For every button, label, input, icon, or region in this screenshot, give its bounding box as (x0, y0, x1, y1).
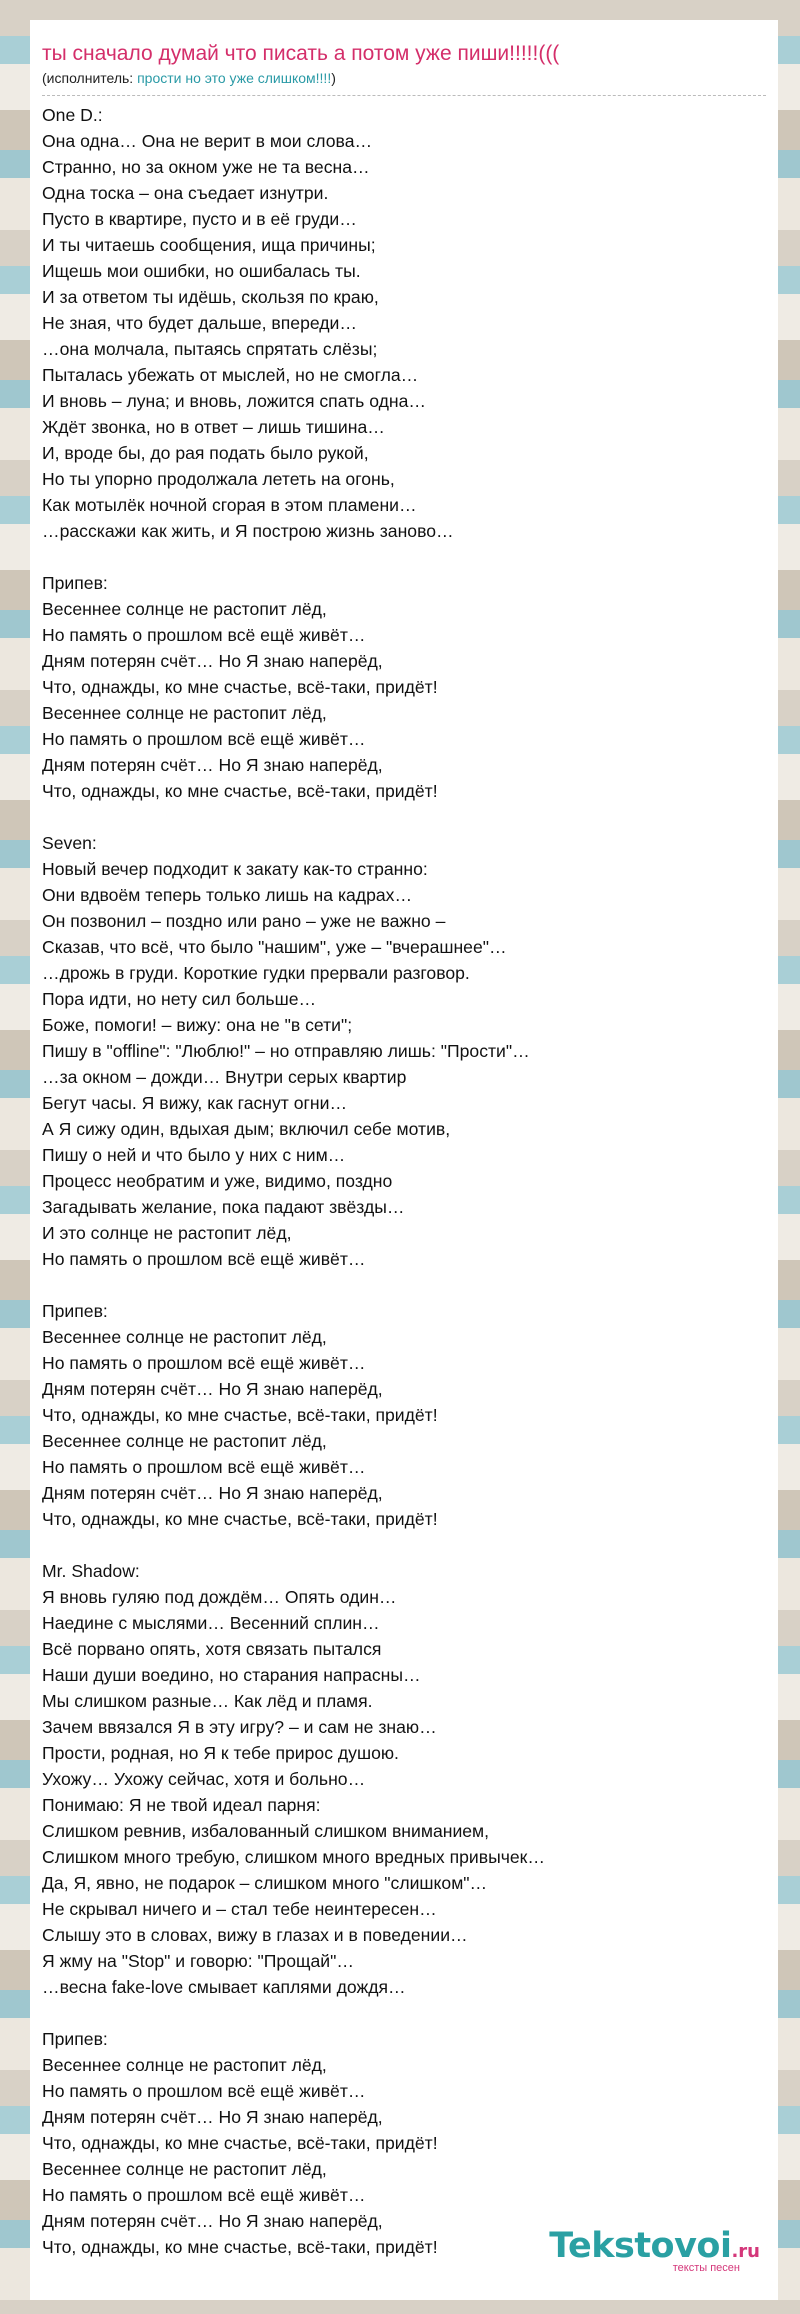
artist-prefix: (исполнитель: (42, 70, 138, 86)
artist-link[interactable]: прости но это уже слишком!!!! (137, 70, 332, 86)
artist-line (42, 70, 766, 87)
lyric-line: Одна тоска – она съедает изнутри. (42, 183, 329, 203)
lyric-line: Пишу в "offline": "Люблю!" – но отправляю лишь: "Прости"… (42, 1041, 530, 1061)
lyric-line: И это солнце не растопит лёд, (42, 1223, 292, 1243)
lyric-line: Всё порвано опять, хотя связать пытался (42, 1639, 382, 1659)
lyric-line: One D.: (42, 105, 103, 125)
lyric-line: Дням потерян счёт… Но Я знаю наперёд, (42, 2211, 383, 2231)
lyric-line: Да, Я, явно, не подарок – слишком много "слишком"… (42, 1873, 488, 1893)
lyric-line: Дням потерян счёт… Но Я знаю наперёд, (42, 651, 383, 671)
lyric-line: Наши души воедино, но старания напрасны… (42, 1665, 421, 1685)
lyric-line: …весна fake-love смывает каплями дождя… (42, 1977, 406, 1997)
logo-tld: .ru (731, 2241, 760, 2262)
lyric-line: Дням потерян счёт… Но Я знаю наперёд, (42, 2107, 383, 2127)
lyric-line: Что, однажды, ко мне счастье, всё-таки, придёт! (42, 1509, 438, 1529)
lyric-line: Ухожу… Ухожу сейчас, хотя и больно… (42, 1769, 366, 1789)
lyric-line: …за окном – дожди… Внутри серых квартир (42, 1067, 407, 1087)
lyric-line: Но память о прошлом всё ещё живёт… (42, 1457, 366, 1477)
lyric-line: Пусто в квартире, пусто и в её груди… (42, 209, 357, 229)
lyric-line: Зачем ввязался Я в эту игру? – и сам не знаю… (42, 1717, 437, 1737)
lyric-line: Но память о прошлом всё ещё живёт… (42, 625, 366, 645)
lyric-line: И, вроде бы, до рая подать было рукой, (42, 443, 369, 463)
lyric-line: Но память о прошлом всё ещё живёт… (42, 2185, 366, 2205)
lyric-line: …расскажи как жить, и Я построю жизнь заново… (42, 521, 454, 541)
lyric-line: Слишком ревнив, избалованный слишком вниманием, (42, 1821, 490, 1841)
header (42, 20, 766, 96)
lyric-line: А Я сижу один, вдыхая дым; включил себе мотив, (42, 1119, 451, 1139)
lyric-line: Весеннее солнце не растопит лёд, (42, 1431, 327, 1451)
lyric-line: Дням потерян счёт… Но Я знаю наперёд, (42, 755, 383, 775)
site-logo[interactable] (549, 2226, 760, 2274)
lyric-line: Сказав, что всё, что было "нашим", уже – "вчерашнее"… (42, 937, 507, 957)
lyric-line (42, 1272, 766, 1298)
artist-suffix: ) (331, 70, 336, 86)
lyric-line: Весеннее солнце не растопит лёд, (42, 703, 327, 723)
header-divider (42, 95, 766, 96)
lyric-line: Припев: (42, 573, 108, 593)
lyric-line: Странно, но за окном уже не та весна… (42, 157, 370, 177)
lyric-line: Он позвонил – поздно или рано – уже не важно – (42, 911, 446, 931)
lyric-line: Понимаю: Я не твой идеал парня: (42, 1795, 321, 1815)
lyric-line: Наедине с мыслями… Весенний сплин… (42, 1613, 380, 1633)
lyric-line: Пыталась убежать от мыслей, но не смогла… (42, 365, 419, 385)
lyric-line: Seven: (42, 833, 97, 853)
lyric-line (42, 544, 766, 570)
lyric-line: Что, однажды, ко мне счастье, всё-таки, придёт! (42, 2237, 438, 2257)
lyric-line (42, 1532, 766, 1558)
lyric-line: Но память о прошлом всё ещё живёт… (42, 1249, 366, 1269)
lyric-line: Дням потерян счёт… Но Я знаю наперёд, (42, 1483, 383, 1503)
lyric-line: Я вновь гуляю под дождём… Опять один… (42, 1587, 397, 1607)
lyric-line: …дрожь в груди. Короткие гудки прервали разговор. (42, 963, 470, 983)
lyric-line: Весеннее солнце не растопит лёд, (42, 1327, 327, 1347)
lyric-line: Mr. Shadow: (42, 1561, 140, 1581)
lyric-line: Дням потерян счёт… Но Я знаю наперёд, (42, 1379, 383, 1399)
lyric-line: Слышу это в словах, вижу в глазах и в поведении… (42, 1925, 468, 1945)
lyric-line: Я жму на "Stop" и говорю: "Прощай"… (42, 1951, 354, 1971)
lyric-line: Весеннее солнце не растопит лёд, (42, 2055, 327, 2075)
lyric-line: Что, однажды, ко мне счастье, всё-таки, придёт! (42, 2133, 438, 2153)
lyric-line: Процесс необратим и уже, видимо, поздно (42, 1171, 393, 1191)
lyric-line: Ждёт звонка, но в ответ – лишь тишина… (42, 417, 385, 437)
lyric-line: Не скрывал ничего и – стал тебе неинтересен… (42, 1899, 437, 1919)
lyric-line: Что, однажды, ко мне счастье, всё-таки, придёт! (42, 1405, 438, 1425)
lyric-line: И ты читаешь сообщения, ища причины; (42, 235, 376, 255)
lyric-line: Припев: (42, 1301, 108, 1321)
song-title: ты сначало думай что писать а потом уже пиши!!!!!((( (42, 42, 560, 65)
lyric-line: Но память о прошлом всё ещё живёт… (42, 729, 366, 749)
lyric-line: Она одна… Она не верит в мои слова… (42, 131, 373, 151)
logo-main-text: Tekstovoi (549, 2226, 732, 2266)
lyric-line: Но память о прошлом всё ещё живёт… (42, 1353, 366, 1373)
lyric-line: Как мотылёк ночной сгорая в этом пламени… (42, 495, 417, 515)
lyric-line: Что, однажды, ко мне счастье, всё-таки, придёт! (42, 677, 438, 697)
lyric-line: Весеннее солнце не растопит лёд, (42, 599, 327, 619)
lyric-line: Бегут часы. Я вижу, как гаснут огни… (42, 1093, 348, 1113)
lyric-line: Пишу о ней и что было у них с ним… (42, 1145, 346, 1165)
lyric-line: Но память о прошлом всё ещё живёт… (42, 2081, 366, 2101)
lyric-line: Прости, родная, но Я к тебе прирос душою. (42, 1743, 399, 1763)
lyric-line: Не зная, что будет дальше, впереди… (42, 313, 357, 333)
lyric-line: Они вдвоём теперь только лишь на кадрах… (42, 885, 413, 905)
lyric-line: Загадывать желание, пока падают звёзды… (42, 1197, 405, 1217)
lyric-line: Весеннее солнце не растопит лёд, (42, 2159, 327, 2179)
lyric-line: Ищешь мои ошибки, но ошибалась ты. (42, 261, 361, 281)
lyric-line: Но ты упорно продолжала лететь на огонь, (42, 469, 395, 489)
lyric-line: И вновь – луна; и вновь, ложится спать одна… (42, 391, 426, 411)
lyrics-block (42, 102, 766, 2260)
lyric-line: Пора идти, но нету сил больше… (42, 989, 317, 1009)
lyric-line: Припев: (42, 2029, 108, 2049)
logo-tagline: тексты песен (672, 2262, 740, 2274)
lyric-line: Новый вечер подходит к закату как-то странно: (42, 859, 428, 879)
lyric-line: Слишком много требую, слишком много вредных привычек… (42, 1847, 545, 1867)
lyric-line: Что, однажды, ко мне счастье, всё-таки, придёт! (42, 781, 438, 801)
lyric-line (42, 2000, 766, 2026)
lyric-line: И за ответом ты идёшь, скользя по краю, (42, 287, 379, 307)
lyric-line: …она молчала, пытаясь спрятать слёзы; (42, 339, 378, 359)
lyric-line: Мы слишком разные… Как лёд и пламя. (42, 1691, 373, 1711)
lyric-line (42, 804, 766, 830)
content-card (30, 20, 778, 2300)
lyric-line: Боже, помоги! – вижу: она не "в сети"; (42, 1015, 353, 1035)
